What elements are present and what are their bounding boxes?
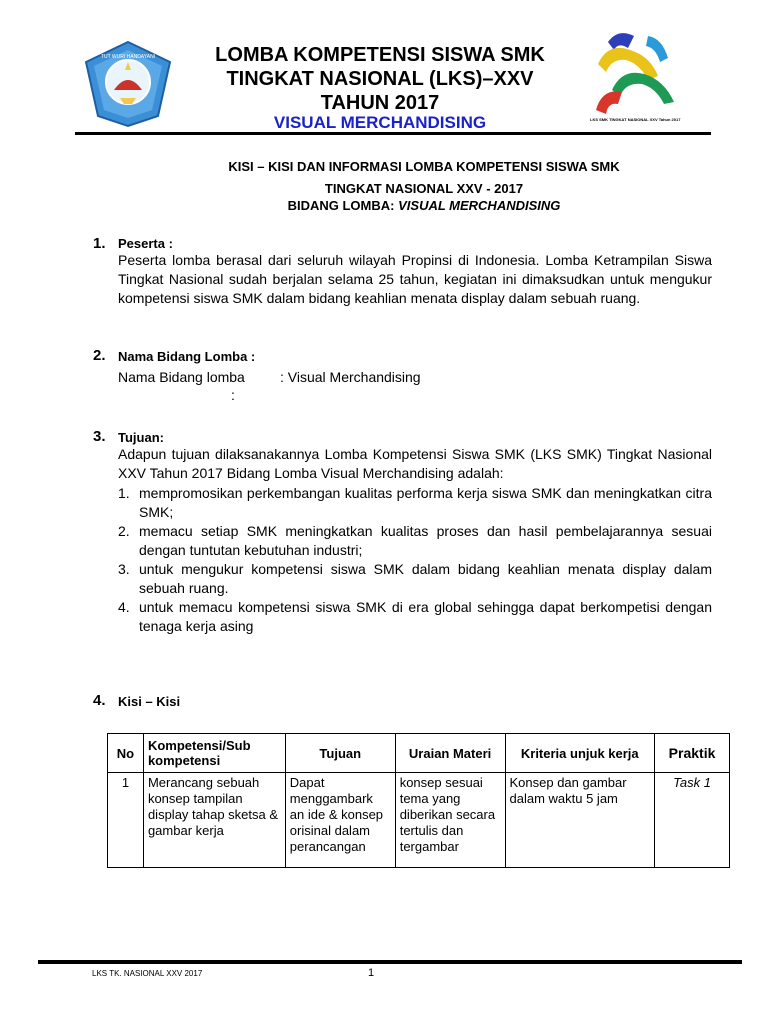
list-item-number: 3. (118, 561, 130, 577)
section-1-body: Peserta lomba berasal dari seluruh wilayah Propinsi di Indonesia. Lomba Ketrampilan Siswa Tingkat Nasional sudah berjalan selama 25 tahun, kegiatan ini dimaksudkan untuk mengukur kompetensi siswa SMK dalam bidang keahlian menata display dalam sebuah ruang. (118, 252, 712, 306)
list-item (118, 522, 712, 560)
list-item-number: 4. (118, 599, 130, 615)
header-line-2: TINGKAT NASIONAL (LKS)–XXV (226, 68, 534, 90)
lks-logo (588, 28, 692, 128)
kisi-table (107, 733, 730, 868)
table-header-cell: Praktik (655, 734, 730, 773)
logo-right-caption: LKS SMK TINGKAT NASIONAL XXV Tahun 2017 (590, 117, 681, 122)
page-number: 1 (368, 967, 375, 979)
table-header-cell: Uraian Materi (395, 734, 505, 773)
table-cell: Task 1 (655, 773, 730, 868)
list-item (118, 484, 712, 522)
table-header-cell: Tujuan (285, 734, 395, 773)
list-item-number: 2. (118, 523, 130, 539)
list-item-text: untuk memacu kompetensi siswa SMK di era global sehingga dapat berkompetisi dengan tenaga kerja asing (139, 599, 712, 634)
doc-title-3-prefix: BIDANG LOMBA: (287, 198, 395, 213)
footer-divider (38, 960, 742, 964)
doc-title-3-italic: VISUAL MERCHANDISING (398, 198, 561, 213)
section-2-title: Nama Bidang Lomba : (118, 349, 256, 364)
nama-bidang-label: Nama Bidang lomba (118, 369, 245, 385)
nama-bidang-extra-colon: : (231, 387, 235, 403)
list-item-number: 1. (118, 485, 130, 501)
list-item-text: untuk mengukur kompetensi siswa SMK dalam bidang keahlian menata display dalam sebuah ruang. (139, 561, 712, 596)
section-1-title: Peserta : (118, 236, 173, 251)
section-3-number: 3. (93, 428, 106, 445)
table-cell: Dapat menggambark an ide & konsep orisinal dalam perancangan (285, 773, 395, 868)
footer-text: LKS TK. NASIONAL XXV 2017 (92, 969, 203, 978)
table-cell: konsep sesuai tema yang diberikan secara tertulis dan tergambar (395, 773, 505, 868)
tut-wuri-handayani-logo (80, 40, 176, 128)
table-header-cell: No (108, 734, 144, 773)
header-divider (75, 132, 711, 135)
list-item-text: mempromosikan perkembangan kualitas performa kerja siswa SMK dan meningkatkan citra SMK; (139, 485, 712, 520)
section-1-number: 1. (93, 235, 106, 252)
list-item (118, 560, 712, 598)
tujuan-list (118, 484, 712, 636)
table-row (108, 773, 730, 868)
header-subtitle: VISUAL MERCHANDISING (273, 113, 487, 132)
table-header-cell: Kompetensi/Sub kompetensi (143, 734, 285, 773)
table-cell: Merancang sebuah konsep tampilan display tahap sketsa & gambar kerja (143, 773, 285, 868)
table-cell: 1 (108, 773, 144, 868)
nama-bidang-value: : Visual Merchandising (280, 369, 421, 385)
doc-title-2: TINGKAT NASIONAL XXV - 2017 (324, 181, 524, 196)
section-2-number: 2. (93, 347, 106, 364)
section-4-number: 4. (93, 692, 106, 709)
list-item (118, 598, 712, 636)
doc-title-1: KISI – KISI DAN INFORMASI LOMBA KOMPETENSI SISWA SMK (228, 159, 620, 174)
table-cell: Konsep dan gambar dalam waktu 5 jam (505, 773, 655, 868)
table-header-cell: Kriteria unjuk kerja (505, 734, 655, 773)
logo-left-text: TUT WURI HANDAYANI (100, 54, 156, 60)
header-line-1: LOMBA KOMPETENSI SISWA SMK (215, 44, 545, 66)
section-4-title: Kisi – Kisi (118, 694, 181, 709)
doc-title-3 (100, 198, 748, 213)
section-3-title: Tujuan: (118, 430, 164, 445)
list-item-text: memacu setiap SMK meningkatkan kualitas proses dan hasil pembelajarannya sesuai dengan tuntutan kebutuhan industri; (139, 523, 712, 558)
header-line-3: TAHUN 2017 (320, 92, 440, 114)
section-3-intro: Adapun tujuan dilaksanakannya Lomba Kompetensi Siswa SMK (LKS SMK) Tingkat Nasional XXV Tahun 2017 Bidang Lomba Visual Merchandising adalah: (118, 446, 712, 481)
table-header-row (108, 734, 730, 773)
